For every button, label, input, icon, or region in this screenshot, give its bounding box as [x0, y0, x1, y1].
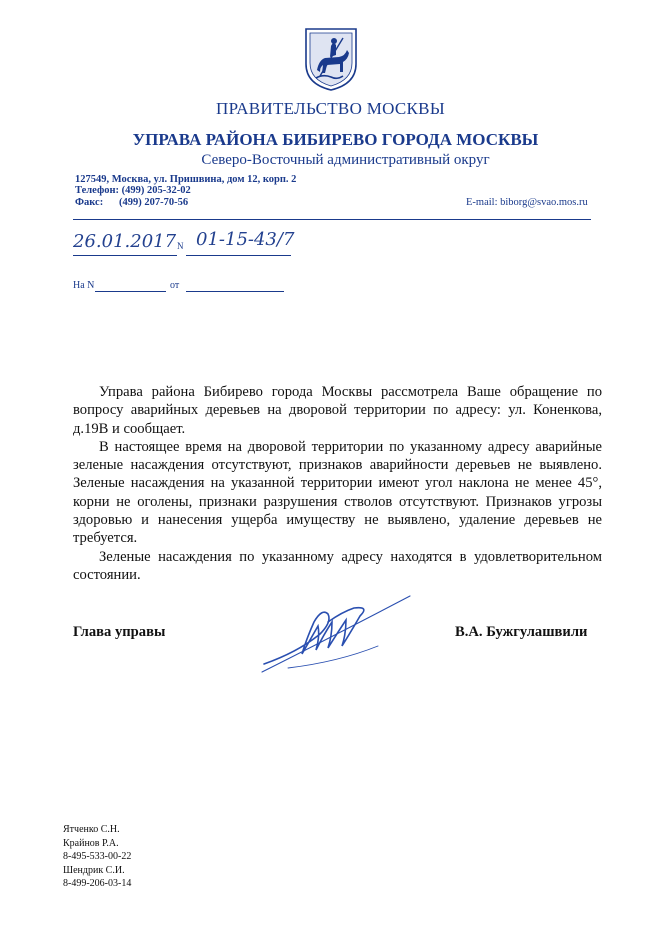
number-underline — [186, 255, 291, 256]
body-paragraph: В настоящее время на дворовой территории по указанному адресу аварийные зеленые насаждения отсутствуют, признаков аварийности деревьев не выявлено. Зеленые насаждения на указанной территории имеют угол наклона не менее 45°, корни не оголены, признаки разрушения стволов отсутствуют. Признаков угрозы здоровью и нанесения ущерба имуществу не выявлено, удаление деревьев не требуется. — [73, 438, 602, 547]
registration-n-label: N — [177, 241, 184, 251]
reference-number-line — [95, 291, 166, 292]
executor-line: Шендрик С.И. — [63, 864, 125, 876]
letterhead-divider — [73, 219, 591, 220]
district-subheading: Северо-Восточный административный округ — [201, 152, 490, 168]
organization-heading: УПРАВА РАЙОНА БИБИРЕВО ГОРОДА МОСКВЫ — [132, 130, 539, 149]
signatory-position: Глава управы — [73, 624, 166, 640]
registration-date: 26.01.2017 — [73, 231, 177, 252]
letter-body — [73, 383, 602, 584]
coat-of-arms-icon — [303, 26, 359, 92]
org-fax — [75, 197, 188, 208]
signatory-name: В.А. Бужгулашвили — [455, 624, 588, 640]
body-paragraph: Управа района Бибирево города Москвы рассмотрела Ваше обращение по вопросу аварийных деревьев на дворовой территории по адресу: ул. Коненкова, д.19В и сообщает. — [73, 384, 602, 437]
date-underline — [73, 255, 177, 256]
executors-block — [63, 823, 131, 891]
reference-date-line — [186, 291, 284, 292]
handwritten-signature — [258, 592, 414, 676]
executor-line: 8-495-533-00-22 — [63, 851, 132, 863]
executor-line: Ятченко С.Н. — [63, 824, 120, 835]
registration-number: 01-15-43/7 — [196, 229, 295, 250]
fax-number: (499) 207-70-56 — [118, 197, 189, 208]
reference-date-label: от — [170, 280, 180, 291]
org-address: 127549, Москва, ул. Пришвина, дом 12, корп. 2 — [75, 174, 297, 185]
government-heading: ПРАВИТЕЛЬСТВО МОСКВЫ — [216, 99, 445, 118]
fax-label: Факс: — [75, 197, 104, 208]
reference-number-label: На N — [73, 280, 95, 291]
org-phone: Телефон: (499) 205-32-02 — [75, 185, 191, 196]
body-paragraph: Зеленые насаждения по указанному адресу находятся в удовлетворительном состоянии. — [73, 548, 602, 583]
executor-line: Крайнов Р.А. — [63, 837, 119, 849]
org-email: E-mail: biborg@svao.mos.ru — [466, 197, 588, 208]
executor-line: 8-499-206-03-14 — [63, 878, 132, 890]
